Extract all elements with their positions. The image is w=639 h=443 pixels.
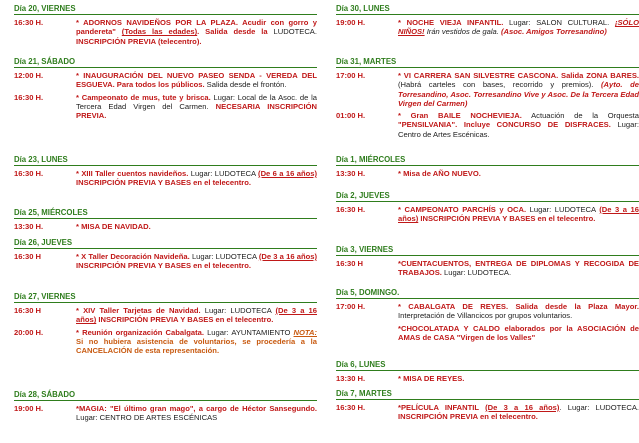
event-text: * Reunión organización Cabalgata. [76,327,204,337]
event-text: Salida desde el frontón. [204,80,287,90]
day-heading: Día 26, JUEVES [14,238,317,249]
event-text: * CABALGATA DE REYES. Salida desde la Plaza Mayor. [398,302,639,311]
day-section [336,155,639,178]
day-section [14,390,317,423]
event-text: * NOCHE VIEJA INFANTIL. [398,18,504,27]
day-section [336,191,639,224]
event-description [398,205,639,224]
event-time [336,324,398,343]
event-time: 16:30 H. [14,92,44,102]
event-time: 01:00 H. [336,111,366,120]
day-section [14,208,317,231]
event-text: * Misa de AÑO NUEVO. [398,169,481,178]
event-text: Lugar: LUDOTECA [200,306,276,315]
day-section [336,288,639,342]
event-time: 16:30 H. [14,18,44,27]
event-text: NECESARIA INSCRIPCIÓN PREVIA. [76,101,317,120]
event-time: 19:00 H. [14,404,44,413]
day-heading: Día 31, MARTES [336,57,639,68]
day-section [14,238,317,271]
event-entry [336,400,639,422]
event-text: *CUENTACUENTOS, ENTREGA DE DIPLOMAS Y RECOGIDA DE TRABAJOS. [398,259,639,278]
event-description [76,169,317,188]
event-text: INSCRIPCIÓN PREVIA (telecentro). [76,36,202,46]
event-text: INSCRIPCIÓN PREVIA Y BASES en el telecentro. [76,261,251,271]
event-text: * Gran BAILE NOCHEVIEJA. [398,111,522,120]
event-entry [336,108,639,139]
event-description [398,111,639,139]
event-entry [14,90,317,121]
event-time: 17:00 H. [336,71,366,80]
event-text: Lugar: LUDOTECA [188,169,259,178]
day-section [14,292,317,355]
event-text: (De 3 a 16 años) [258,252,317,261]
event-description [76,93,317,121]
event-text: * MISA DE NAVIDAD. [76,222,151,231]
event-description [398,71,639,108]
event-entry [336,371,639,383]
event-text: Lugar: SALON CULTURAL. [503,18,615,27]
event-description [398,259,639,278]
day-section [336,389,639,422]
event-text: *CHOCOLATADA Y CALDO elaborados por la ASOCIACIÓN de AMAS de CASA "Virgen de los Valles" [398,323,639,342]
event-entry [336,202,639,224]
event-entry [14,325,317,356]
event-entry [336,15,639,37]
day-heading: Día 23, LUNES [14,155,317,166]
event-description [398,374,639,383]
day-section [336,245,639,278]
event-text: NOTA: [293,327,317,337]
event-time: 17:00 H. [336,302,366,311]
day-section [336,4,639,37]
event-text: * MISA DE REYES. [398,374,465,383]
event-text: * VI CARRERA SAN SILVESTRE CASCONA. Salida ZONA BARES. [398,71,639,80]
event-description [398,403,639,422]
event-time: 19:00 H. [336,18,366,27]
event-entry [336,68,639,108]
event-text: * ADORNOS NAVIDEÑOS POR LA PLAZA. Acudir con gorro y pandereta" [76,18,317,37]
event-text: Lugar: Local de la Asoc. de la Tercera Edad Virgen del Carmen. [76,92,317,111]
event-entry [336,166,639,178]
day-section [336,57,639,139]
day-section [336,360,639,383]
event-entry [14,303,317,325]
event-text: . Lugar: LUDOTECA. [559,403,639,412]
event-description [76,404,317,423]
day-section [14,57,317,120]
day-heading: Día 25, MIÉRCOLES [14,208,317,219]
event-description [76,306,317,325]
day-heading: Día 28, SÁBADO [14,390,317,401]
event-description [76,252,317,271]
day-heading: Día 30, LUNES [336,4,639,15]
event-text: Lugar: LUDOTECA. [441,268,512,278]
event-text: ¡SÓLO NIÑOS! [398,18,639,37]
event-time: 13:30 H. [336,374,366,383]
event-entry [14,401,317,423]
event-time: 20:00 H. [14,327,44,337]
event-text: Lugar: Centro de Artes Escénicas. [398,120,639,139]
day-heading: Día 21, SÁBADO [14,57,317,68]
event-description [76,222,317,231]
event-text: Lugar: LUDOTECA [526,205,600,214]
event-time: 16:30 H. [336,403,366,412]
day-heading: Día 1, MIÉRCOLES [336,155,639,166]
event-text: (De 6 a 16 años) [258,169,317,178]
day-heading: Día 20, VIERNES [14,4,317,15]
event-text: * INAUGURACIÓN DEL NUEVO PASEO SENDA - VEREDA DEL ESGUEVA. Para todos los públicos. [76,71,317,90]
event-text: INSCRIPCIÓN PREVIA Y BASES en el telecentro. [418,214,596,224]
event-text: * XIV Taller Tarjetas de Navidad. [76,306,201,315]
day-heading: Día 7, MARTES [336,389,639,400]
event-text: * XIII Taller cuentos navideños. [76,169,189,178]
event-text: Irán vestidos de gala. [424,27,501,37]
event-text: *MAGIA: "El último gran mago", a cargo de Héctor Sansegundo. [76,404,317,413]
event-entry [14,166,317,188]
event-text: INSCRIPCIÓN PREVIA Y BASES en el telecentro. [76,178,251,188]
event-text: Actuación de la Orquesta [521,111,639,120]
event-text: LUDOTECA. [273,27,317,37]
event-text: (De 3 a 16 años) [485,403,560,412]
event-text: Interpretación de Villancicos por grupos voluntarios. [398,311,573,321]
event-entry [14,15,317,46]
event-description [398,302,639,321]
day-heading: Día 27, VIERNES [14,292,317,303]
event-description [398,324,639,343]
day-heading: Día 2, JUEVES [336,191,639,202]
event-entry [14,68,317,90]
event-text: (Asoc. Amigos Torresandino) [500,27,607,37]
event-entry [336,299,639,321]
day-section [14,155,317,188]
event-description [76,328,317,356]
day-heading: Día 6, LUNES [336,360,639,371]
event-description [398,169,639,178]
event-text: INSCRIPCIÓN PREVIA Y BASES en el telecentro. [96,315,274,325]
day-heading: Día 3, VIERNES [336,245,639,256]
event-text: Si no hubiera asistencia de voluntarios, se procedería a la CANCELACIÓN de esta representación. [76,336,317,355]
event-entry [336,321,639,343]
event-time: 13:30 H. [14,222,44,231]
event-entry [14,219,317,231]
event-text: * Campeonato de mus, tute y brisca. [76,92,211,102]
event-text: Lugar: AYUNTAMIENTO [203,327,294,337]
event-time: 16:30 H [14,306,42,315]
day-heading: Día 5, DOMINGO. [336,288,639,299]
event-entry [336,256,639,278]
event-text: Lugar: CENTRO DE ARTES ESCÉNICAS [76,413,218,423]
event-text: INSCRIPCIÓN PREVIA en el telecentro. [398,412,538,422]
event-text: (Todas las edades) [121,27,198,37]
event-text: * X Taller Decoración Navideña. [76,252,190,261]
event-text: (Habrá carteles con bases, recorrido y premios). [398,80,602,90]
event-description [398,18,639,37]
event-time: 12:00 H. [14,71,44,80]
event-text: . Salida desde la [197,27,274,37]
event-text: Lugar: LUDOTECA [189,252,259,261]
event-time: 16:30 H [14,252,42,261]
event-description [76,71,317,90]
event-text: *PELÍCULA INFANTIL [398,403,486,412]
event-description [76,18,317,46]
event-entry [14,249,317,271]
day-section [14,4,317,46]
event-time: 16:30 H. [336,205,366,214]
event-text: "PENSILVANIA". Incluye CONCURSO DE DISFRACES. [398,120,611,130]
event-time: 13:30 H. [336,169,366,178]
event-text: * CAMPEONATO PARCHÍS y OCA. [398,205,527,214]
event-time: 16:30 H. [14,169,44,178]
event-text: (De 3 a 16 años) [398,205,639,224]
event-text: (Ayto. de Torresandino, Asoc. Torresandino Vive y Asoc. De la Tercera Edad Virgen del Carmen) [398,80,639,108]
event-text: (De 3 a 16 años) [76,306,318,325]
event-time: 16:30 H [336,259,364,268]
